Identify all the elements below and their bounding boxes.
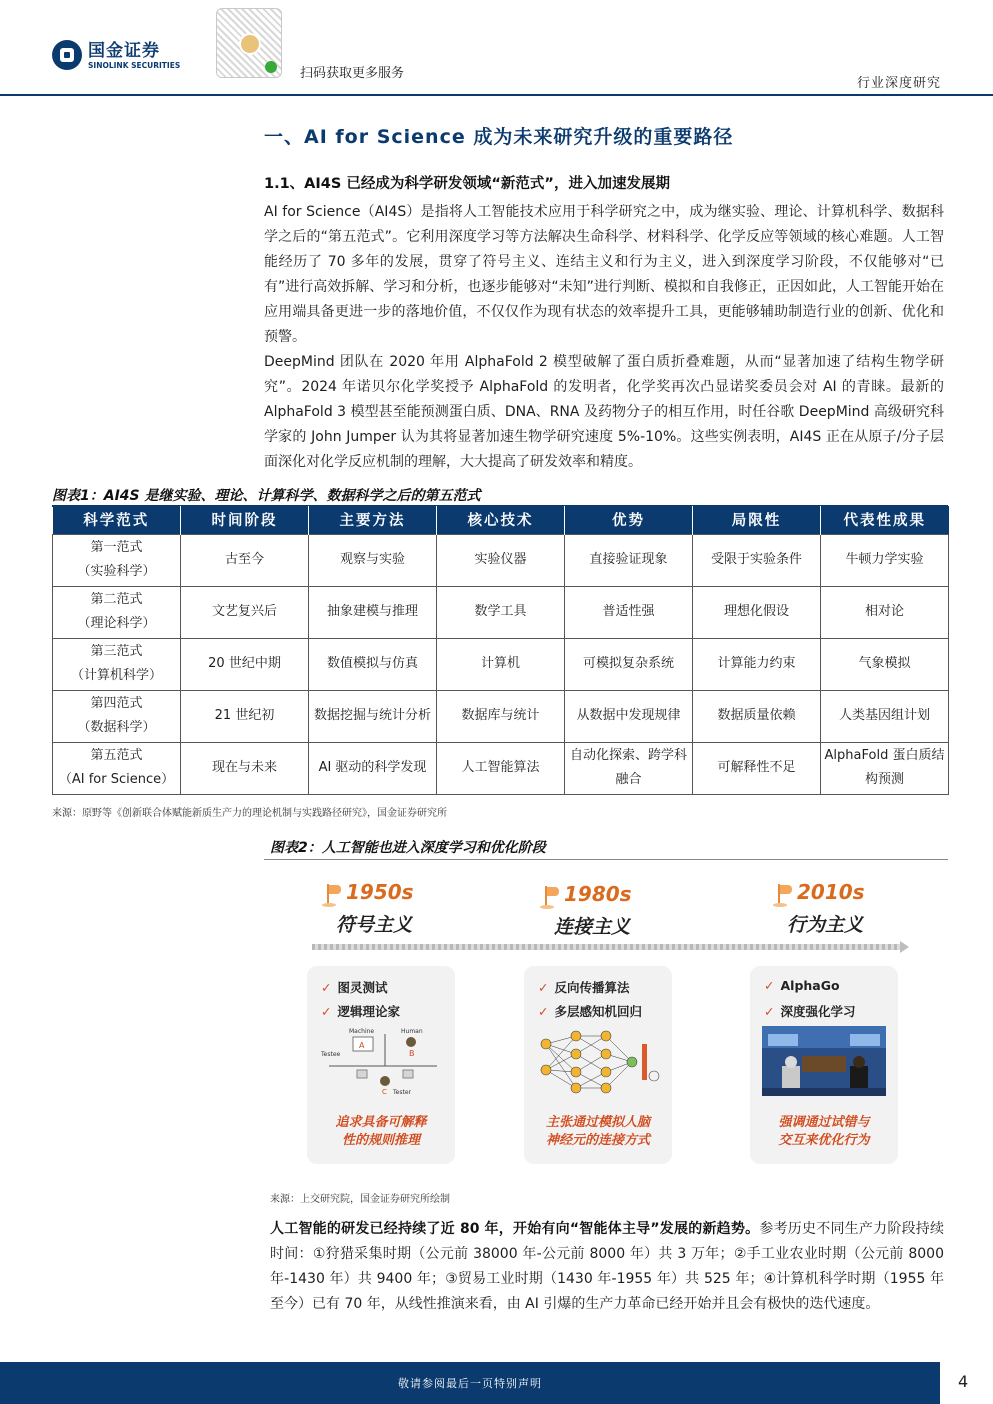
table-cell: 21 世纪初 [181, 690, 309, 742]
era-name: 连接主义 [554, 916, 631, 938]
figure1-title: 图表1：AI4S 是继实验、理论、计算科学、数据科学之后的第五范式 [52, 488, 481, 504]
logo-en-text: SINOLINK SECURITIES [88, 60, 181, 70]
era-1950s [322, 880, 462, 940]
figure2-source: 来源：上交研究院，国金证券研究所绘制 [270, 1194, 450, 1205]
paradigm-table [52, 506, 949, 795]
table-row [53, 534, 949, 586]
turing-test-illustration [319, 1026, 443, 1096]
table-cell: 人类基因组计划 [821, 690, 949, 742]
check-icon: ✓ [538, 980, 549, 995]
page-footer [0, 1362, 993, 1404]
table-header-cell: 核心技术 [437, 506, 565, 534]
check-icon: ✓ [764, 1004, 775, 1019]
body-paragraph-2: DeepMind 团队在 2020 年用 AlphaFold 2 模型破解了蛋白质折叠难题，从而“显著加速了结构生物学研究”。2024 年诺贝尔化学奖授予 AlphaFold 的发明者，化学奖再次凸显诺奖委员会对 AI 的青睐。最新的 AlphaFold 3 模型甚至能预测蛋白质、DNA、RNA 及药物分子的相互作用，时任谷歌 DeepMind 高级研究科学家的 John Jumper 认为其将显著加速生物学研究速度 5%-10%。这些实例表明，AI4S 正在从原子/分子层面深化对化学反应机制的理解，大大提高了研发效率和精度。 [264, 354, 944, 470]
table-header-cell: 主要方法 [309, 506, 437, 534]
flag-icon [540, 886, 562, 908]
subsection-title: 1.1、AI4S 已经成为科学研发领域“新范式”，进入加速发展期 [264, 176, 670, 192]
era-2010s [773, 880, 913, 940]
era-card-symbolism [307, 966, 455, 1164]
era-claim: 追求具备可解释 性的规则推理 [335, 1115, 427, 1148]
table-header-cell: 代表性成果 [821, 506, 949, 534]
table-cell: 抽象建模与推理 [309, 586, 437, 638]
table-cell: 20 世纪中期 [181, 638, 309, 690]
era-claim: 主张通过模拟人脑 神经元的连接方式 [545, 1115, 650, 1148]
check-icon: ✓ [538, 1004, 549, 1019]
table-cell: 观察与实验 [309, 534, 437, 586]
table-row [53, 638, 949, 690]
era-card-connectionism [524, 966, 672, 1164]
table-header-cell: 局限性 [693, 506, 821, 534]
table-cell: 数据挖掘与统计分析 [309, 690, 437, 742]
neural-network-illustration [536, 1026, 660, 1096]
table-cell: 文艺复兴后 [181, 586, 309, 638]
logo-cn-text: 国金证券 [88, 40, 160, 61]
report-type-label: 行业深度研究 [856, 76, 941, 91]
table-cell: 第四范式 （数据科学） [53, 690, 181, 742]
table-cell: 可解释性不足 [693, 742, 821, 794]
figure1-source: 来源：原野等《创新联合体赋能新质生产力的理论机制与实践路径研究》，国金证券研究所 [52, 808, 447, 819]
table-cell: 受限于实验条件 [693, 534, 821, 586]
table-cell: 数据库与统计 [437, 690, 565, 742]
sinolink-logo-icon [52, 40, 82, 70]
paragraph3-body: 参考历史不同生产力阶段持续时间：①狩猎采集时期（公元前 38000 年-公元前 8000 年）共 3 万年；②手工业农业时期（公元前 8000 年-1430 年）共 9400 年；③贸易工业时期（1430 年-1955 年）共 525 年；④计算机科学时期（1955 年至今）已有 70 年，从线性推演来看，由 AI 引爆的生产力革命已经开始并且会有极快的迭代速度。 [270, 1221, 945, 1312]
table-header-cell: 科学范式 [53, 506, 181, 534]
table-cell: 古至今 [181, 534, 309, 586]
table-cell: 第二范式 （理论科学） [53, 586, 181, 638]
header-divider [0, 94, 993, 96]
disclaimer-notice: 敬请参阅最后一页特别声明 [398, 1377, 542, 1390]
testee-label: Testee [321, 1051, 341, 1058]
table-cell: 气象模拟 [821, 638, 949, 690]
svg-text:C: C [382, 1088, 387, 1096]
check-icon: ✓ [764, 978, 775, 993]
figure2-rule [264, 859, 948, 860]
table-cell: 第三范式 （计算机科学） [53, 638, 181, 690]
check-icon: ✓ [321, 980, 332, 995]
body-paragraph-3 [270, 1217, 944, 1317]
table-cell: 相对论 [821, 586, 949, 638]
timeline-arrow-icon [900, 941, 909, 953]
page-header [0, 0, 993, 96]
era-claim: 强调通过试错与 交互来优化行为 [778, 1115, 870, 1148]
table-body [53, 534, 949, 794]
era-card-behaviorism [750, 966, 898, 1164]
body-paragraph-1: AI for Science（AI4S）是指将人工智能技术应用于科学研究之中，成为继实验、理论、计算机科学、数据科学之后的“第五范式”。它利用深度学习等方法解决生命科学、材料科学、化学反应等领域的核心难题。人工智能经历了 70 多年的发展，贯穿了符号主义、连结主义和行为主义，进入到深度学习阶段，不仅能够对“已有”进行高效拆解、学习和分析，也逐步能够对“未知”进行判断、模拟和自我修正，正因如此，人工智能开始在应用端具备更进一步的落地价值，不仅仅作为现有状态的效率提升工具，更能够辅助制造行业的创新、优化和预警。 [264, 204, 944, 345]
table-cell: AlphaFold 蛋白质结构预测 [821, 742, 949, 794]
table-cell: 计算机 [437, 638, 565, 690]
table-cell: 普适性强 [565, 586, 693, 638]
era-name: 行为主义 [787, 914, 864, 936]
timeline-bar [312, 944, 902, 950]
table-cell: 自动化探索、跨学科融合 [565, 742, 693, 794]
table-cell: 数据质量依赖 [693, 690, 821, 742]
card-item: ✓ 逻辑理论家 [321, 1004, 400, 1019]
table-cell: 实验仪器 [437, 534, 565, 586]
svg-text:A: A [359, 1041, 365, 1050]
table-cell: 从数据中发现规律 [565, 690, 693, 742]
table-row [53, 742, 949, 794]
card-item: ✓ 图灵测试 [321, 980, 388, 995]
table-header-cell: 时间阶段 [181, 506, 309, 534]
card-item: ✓ AlphaGo [764, 978, 840, 993]
table-cell: 计算能力约束 [693, 638, 821, 690]
machine-label: Machine [349, 1028, 375, 1035]
table-cell: 理想化假设 [693, 586, 821, 638]
tester-label: Tester [393, 1089, 411, 1096]
human-label: Human [401, 1028, 423, 1035]
check-icon: ✓ [321, 1004, 332, 1019]
table-cell: 可模拟复杂系统 [565, 638, 693, 690]
era-year: 2010s [797, 880, 865, 904]
table-cell: 现在与未来 [181, 742, 309, 794]
page-number: 4 [958, 1372, 969, 1391]
figure2-title: 图表2：人工智能也进入深度学习和优化阶段 [270, 840, 546, 856]
table-cell: 数值模拟与仿真 [309, 638, 437, 690]
flag-icon [773, 884, 795, 906]
card-item: ✓ 反向传播算法 [538, 980, 630, 995]
table-cell: 直接验证现象 [565, 534, 693, 586]
table-header-cell: 优势 [565, 506, 693, 534]
era-1980s [540, 882, 680, 942]
svg-text:B: B [409, 1049, 415, 1058]
qr-code-icon[interactable] [216, 8, 282, 78]
table-cell: 第一范式 （实验科学） [53, 534, 181, 586]
table-cell: AI 驱动的科学发现 [309, 742, 437, 794]
table-row [53, 690, 949, 742]
alphago-match-illustration [762, 1026, 886, 1096]
era-year: 1950s [346, 880, 414, 904]
era-name: 符号主义 [336, 914, 413, 936]
scan-prompt: 扫码获取更多服务 [300, 66, 405, 81]
table-cell: 数学工具 [437, 586, 565, 638]
card-item: ✓ 多层感知机回归 [538, 1004, 642, 1019]
section-title: 一、AI for Science 成为未来研究升级的重要路径 [264, 126, 734, 148]
flag-icon [322, 884, 344, 906]
card-item: ✓ 深度强化学习 [764, 1004, 856, 1019]
table-row [53, 586, 949, 638]
table-cell: 第五范式 （AI for Science） [53, 742, 181, 794]
table-header-row [53, 506, 949, 534]
era-year: 1980s [564, 882, 632, 906]
table-cell: 人工智能算法 [437, 742, 565, 794]
paragraph3-lead: 人工智能的研发已经持续了近 80 年，开始有向“智能体主导”发展的新趋势。 [270, 1221, 760, 1237]
table-cell: 牛顿力学实验 [821, 534, 949, 586]
sinolink-logo [52, 40, 180, 70]
